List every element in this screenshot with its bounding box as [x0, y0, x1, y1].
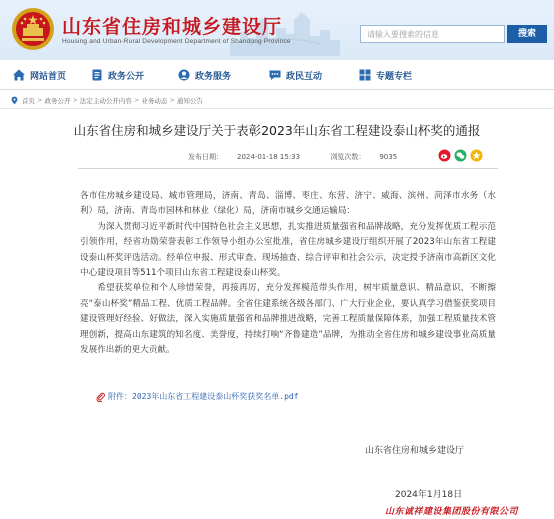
article-meta: [188, 152, 425, 162]
breadcrumb: [10, 93, 203, 107]
nav-item-label: 网站首页: [30, 71, 67, 82]
breadcrumb-separator: >: [133, 96, 140, 104]
weibo-share-icon[interactable]: [438, 149, 451, 162]
nav-item-interaction[interactable]: [268, 60, 322, 90]
article-body: [80, 189, 496, 358]
qzone-share-icon[interactable]: [470, 149, 483, 162]
national-emblem-icon: [10, 6, 56, 52]
article-title: 山东省住房和城乡建设厅关于表彰2023年山东省工程建设泰山杯奖的通报: [73, 123, 481, 138]
location-icon: [10, 96, 19, 105]
nav-item-government-services[interactable]: [177, 60, 231, 90]
breadcrumb-separator: >: [37, 96, 43, 104]
breadcrumb-separator: >: [72, 96, 78, 104]
paragraph-expectation: 希望获奖单位和个人珍惜荣誉，再接再厉，充分发挥模范带头作用，树牢质量意识、精品意识，不断擦亮“泰山杯奖”精品工程、优质工程品牌。全省住建系统各级各部门、广大行业企业，要认真学习借鉴获奖项目建设管理好经验、好做法，深入实施质量强省和品牌推进战略，完善工程质量保障体系，加强工程质量技术管理创新，提高山东建筑的知名度、美誉度，持续打响“齐鲁建造”品牌，为推动全省住房和城乡建设事业高质量发展作出新的更大贡献。: [80, 283, 496, 356]
search-input[interactable]: 请输入要搜索的信息: [360, 25, 505, 43]
paragraph-recipients: 各市住房城乡建设局、城市管理局，济南、青岛、淄博、枣庄、东营、济宁、威海、滨州、菏泽市水务（水利）局，济南、青岛市园林和林业（绿化）局，济南市城乡交通运输局：: [80, 191, 496, 217]
nav-item-home[interactable]: [12, 60, 66, 90]
title-divider: [78, 168, 498, 169]
wechat-share-icon[interactable]: [454, 149, 467, 162]
breadcrumb-item[interactable]: 通知公告: [176, 96, 203, 105]
nav-item-label: 政务公开: [108, 71, 145, 82]
publish-date: [188, 153, 314, 161]
site-title[interactable]: 山东省住房和城乡建设厅: [62, 16, 283, 38]
site-subtitle: Housing and Urban-Rural Development Department of Shandong Province: [62, 38, 291, 45]
breadcrumb-item[interactable]: 政务公开: [44, 96, 71, 105]
nav-item-label: 政务服务: [195, 71, 232, 82]
nav-item-topics[interactable]: [358, 60, 412, 90]
topic-icon: [358, 68, 372, 82]
signature-date: 2024年1月18日: [395, 490, 463, 500]
service-icon: [177, 68, 191, 82]
paragraph-decision: 为深入贯彻习近平新时代中国特色社会主义思想，扎实推进质量强省和品牌战略，充分发挥优质工程示范引领作用，经省功勋荣誉表彰工作领导小组办公室批准，省住房城乡建设厅组织开展了2023年山东省工程建设泰山杯奖评选活动。经单位申报、形式审查、现场抽查、综合评审和社会公示，决定授予济南市高新区文化中心建设项目等511个项目山东省工程建设泰山杯奖。: [80, 221, 496, 279]
nav-item-label: 专题专栏: [376, 71, 413, 82]
view-count: [330, 153, 411, 161]
nav-item-label: 政民互动: [286, 71, 323, 82]
search-button[interactable]: 搜索: [507, 25, 547, 43]
share-buttons: [438, 149, 483, 162]
main-nav: [0, 60, 554, 90]
publish-date-value: 2024-01-18 15:33: [237, 153, 301, 161]
paperclip-icon: [96, 392, 106, 402]
home-icon: [12, 68, 26, 82]
breadcrumb-item[interactable]: 法定主动公开内容: [79, 96, 132, 105]
company-watermark: 山东诚祥建设集团股份有限公司: [385, 507, 519, 517]
interaction-icon: [268, 68, 282, 82]
site-header: [0, 0, 554, 60]
attachment-label[interactable]: 附件：2023年山东省工程建设泰山杯奖获奖名单.pdf: [108, 392, 299, 401]
views-label: 浏览次数：: [330, 153, 366, 161]
breadcrumb-separator: >: [169, 96, 175, 104]
breadcrumb-item[interactable]: 业务动态: [141, 96, 168, 105]
breadcrumb-item[interactable]: 首页: [22, 96, 35, 105]
breadcrumb-divider: [0, 108, 554, 109]
publish-label: 发布日期：: [188, 153, 223, 161]
nav-item-government-affairs[interactable]: [90, 60, 144, 90]
attachment-link[interactable]: [96, 391, 299, 402]
signature-organization: 山东省住房和城乡建设厅: [365, 446, 465, 456]
views-value: 9035: [379, 153, 398, 161]
document-icon: [90, 68, 104, 82]
